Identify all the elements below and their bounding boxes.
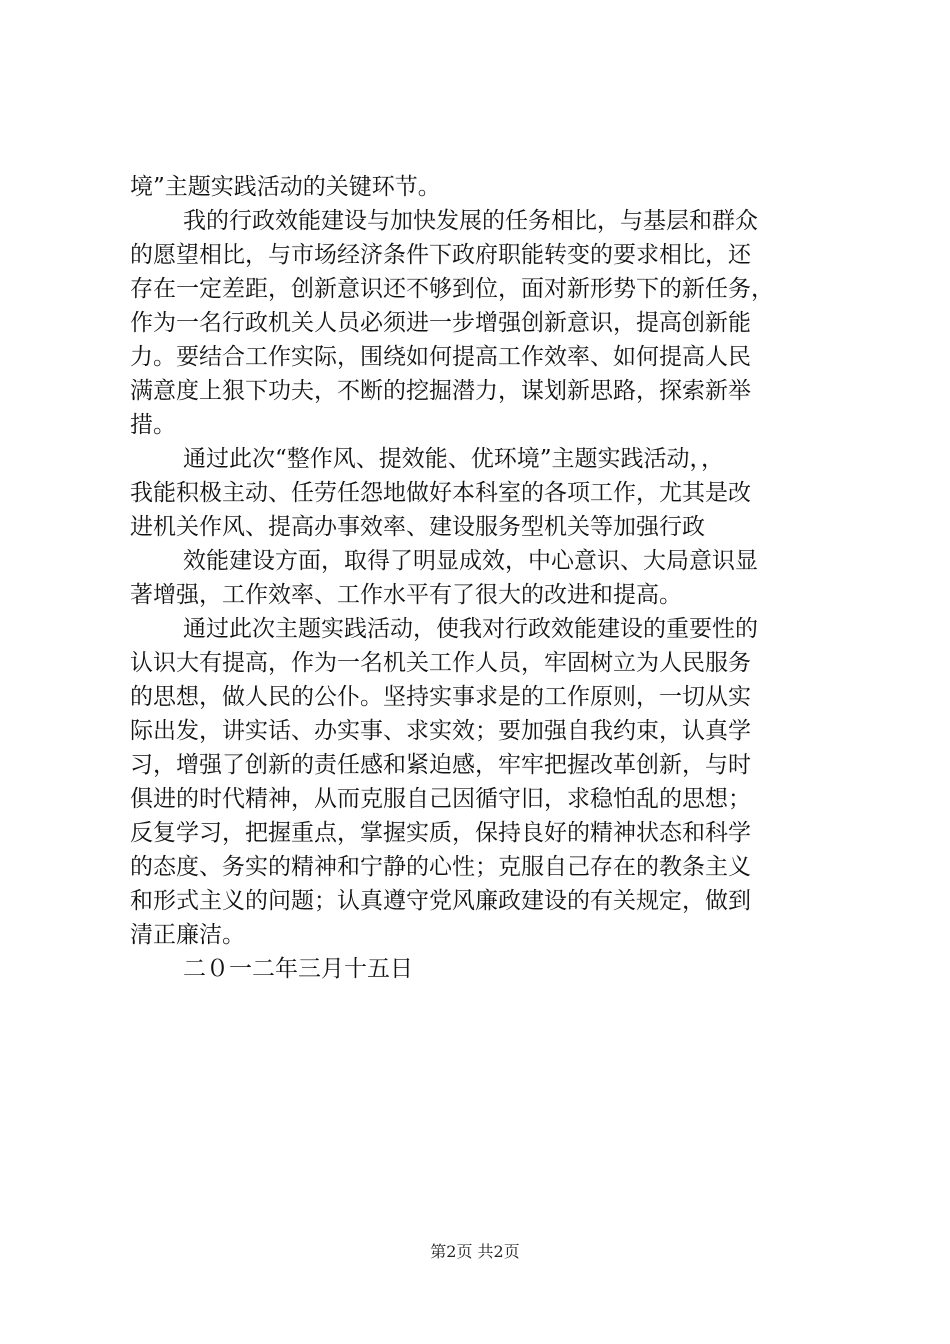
text-line: 的思想，做人民的公仆。坚持实事求是的工作原则，一切从实: [130, 684, 751, 710]
text-line: 的态度、务实的精神和宁静的心性；克服自己存在的教条主义: [130, 854, 751, 880]
text-line: 际出发，讲实话、办实事、求实效；要加强自我约束，认真学: [130, 718, 751, 744]
text-line: 的愿望相比，与市场经济条件下政府职能转变的要求相比，还: [130, 242, 751, 268]
text-line: 俱进的时代精神，从而克服自己因循守旧，求稳怕乱的思想；: [130, 786, 751, 812]
text-line: 进机关作风、提高办事效率、建设服务型机关等加强行政: [130, 514, 705, 540]
text-line: 措。: [130, 412, 176, 438]
text-line: 力。要结合工作实际，围绕如何提高工作效率、如何提高人民: [130, 344, 751, 370]
text-line: 境”主题实践活动的关键环节。: [130, 174, 441, 200]
text-line: 习，增强了创新的责任感和紧迫感，牢牢把握改革创新，与时: [130, 752, 751, 778]
text-line: 作为一名行政机关人员必须进一步增强创新意识，提高创新能: [130, 310, 751, 336]
text-line: 通过此次“整作风、提效能、优环境”主题实践活动，，: [183, 446, 725, 472]
text-line: 满意度上狠下功夫，不断的挖掘潜力，谋划新思路，探索新举: [130, 378, 751, 404]
page-footer: 第2页 共2页: [430, 1242, 520, 1261]
text-line: 存在一定差距，创新意识还不够到位，面对新形势下的新任务，: [130, 276, 774, 302]
text-line: 著增强，工作效率、工作水平有了很大的改进和提高。: [130, 582, 682, 608]
text-line: 效能建设方面，取得了明显成效，中心意识、大局意识显: [183, 548, 758, 574]
text-line: 反复学习，把握重点，掌握实质，保持良好的精神状态和科学: [130, 820, 751, 846]
text-line: 通过此次主题实践活动，使我对行政效能建设的重要性的: [183, 616, 758, 642]
text-line: 清正廉洁。: [130, 922, 245, 948]
text-line: 和形式主义的问题；认真遵守党风廉政建设的有关规定，做到: [130, 888, 751, 914]
text-line: 我能积极主动、任劳任怨地做好本科室的各项工作，尤其是改: [130, 480, 751, 506]
text-line: 认识大有提高，作为一名机关工作人员，牢固树立为人民服务: [130, 650, 751, 676]
date-line: 二０一二年三月十五日: [183, 956, 413, 982]
text-line: 我的行政效能建设与加快发展的任务相比，与基层和群众: [183, 208, 758, 234]
